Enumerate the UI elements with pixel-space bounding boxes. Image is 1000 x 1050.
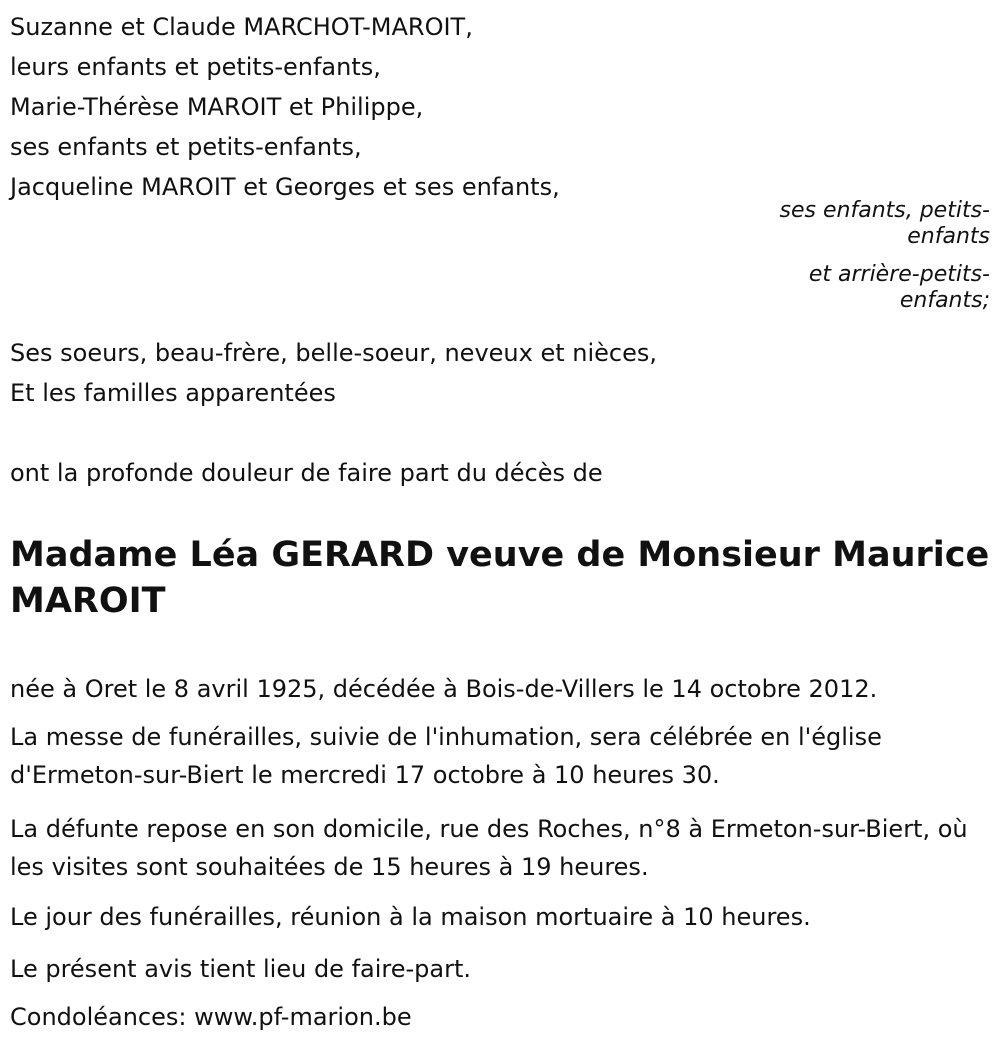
- right-family-line-2: et arrière-petits-enfants;: [808, 262, 990, 313]
- meeting-detail: Le jour des funérailles, réunion à la maison mortuaire à 10 heures.: [10, 903, 811, 931]
- condolences-detail: Condoléances: www.pf-marion.be: [10, 1003, 412, 1031]
- viewing-detail: La défunte repose en son domicile, rue des Roches, n°8 à Ermeton-sur-Biert, où les visites sont souhaitées de 15 heures à 19 heures.: [10, 815, 968, 881]
- family-line-5: Jacqueline MAROIT et Georges et ses enfants,: [10, 173, 560, 201]
- extended-family-line-2: Et les familles apparentées: [10, 379, 336, 407]
- extended-family-line-1: Ses soeurs, beau-frère, belle-soeur, neveux et nièces,: [10, 339, 658, 367]
- right-family-line-1: ses enfants, petits-enfants: [779, 198, 990, 249]
- announcement-text: ont la profonde douleur de faire part du décès de: [10, 459, 603, 487]
- family-line-1: Suzanne et Claude MARCHOT-MAROIT,: [10, 13, 473, 41]
- deceased-name: Madame Léa GERARD veuve de Monsieur Maurice MAROIT: [10, 535, 990, 621]
- family-line-4: ses enfants et petits-enfants,: [10, 133, 362, 161]
- funeral-mass-detail: La messe de funérailles, suivie de l'inhumation, sera célébrée en l'église d'Ermeton-sur-Biert le mercredi 17 octobre à 10 heures 30.: [10, 723, 882, 789]
- birth-death-detail: née à Oret le 8 avril 1925, décédée à Bois-de-Villers le 14 octobre 2012.: [10, 675, 878, 703]
- family-line-2: leurs enfants et petits-enfants,: [10, 53, 381, 81]
- notice-detail: Le présent avis tient lieu de faire-part.: [10, 955, 472, 983]
- family-line-3: Marie-Thérèse MAROIT et Philippe,: [10, 93, 424, 121]
